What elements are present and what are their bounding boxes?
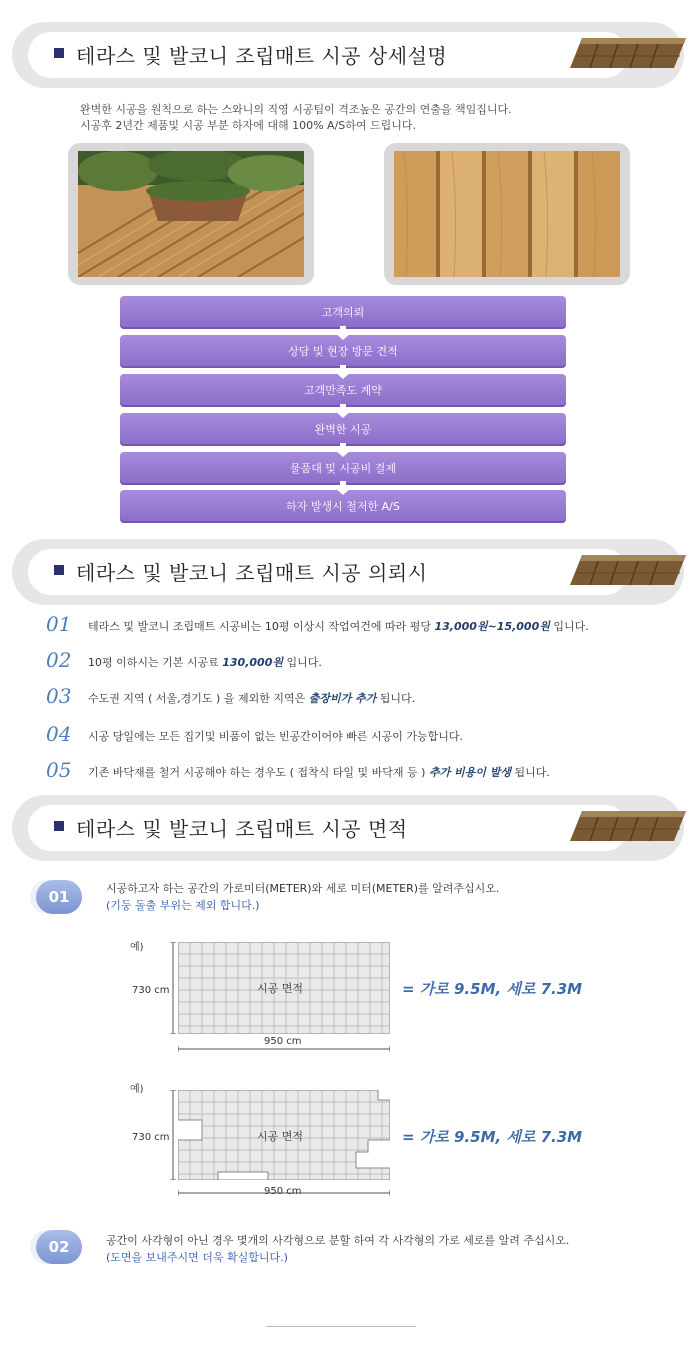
construction-area-label: 시공 면적 bbox=[257, 982, 304, 995]
down-arrow-icon bbox=[334, 404, 352, 418]
condition-number: 02 bbox=[46, 648, 72, 672]
example-label: 예) bbox=[130, 1084, 144, 1095]
area-result: = 가로 9.5M, 세로 7.3M bbox=[402, 1128, 583, 1146]
condition-number: 05 bbox=[46, 758, 72, 782]
section-header-area bbox=[12, 795, 684, 861]
down-arrow-icon bbox=[334, 481, 352, 495]
condition-number: 01 bbox=[46, 612, 72, 636]
height-dimension-line bbox=[170, 1090, 176, 1180]
section-title: 테라스 및 발코니 조립매트 시공 의뢰시 bbox=[76, 561, 428, 585]
deck-closeup-photo-frame bbox=[384, 143, 630, 285]
width-label: 950 cm bbox=[264, 1186, 302, 1197]
down-arrow-icon bbox=[334, 365, 352, 379]
process-step-construction: 완벽한 시공 bbox=[120, 413, 566, 446]
wood-deck-tile-icon bbox=[568, 36, 688, 70]
terrace-deck-photo bbox=[78, 151, 304, 277]
square-bullet-icon bbox=[54, 48, 64, 58]
step-badge: 02 bbox=[36, 1230, 82, 1264]
section-title: 테라스 및 발코니 조립매트 시공 상세설명 bbox=[76, 44, 448, 68]
process-step-after-service: 하자 발생시 철저한 A/S bbox=[120, 490, 566, 523]
down-arrow-icon bbox=[334, 326, 352, 340]
area-instruction: 시공하고자 하는 공간의 가로미터(METER)와 세로 미터(METER)를 알려주십시오. (기둥 돌출 부위는 제외 합니다.) bbox=[106, 882, 500, 912]
example-label: 예) bbox=[130, 942, 144, 953]
section-header-details bbox=[12, 22, 684, 88]
width-label: 950 cm bbox=[264, 1036, 302, 1047]
square-bullet-icon bbox=[54, 565, 64, 575]
condition-number: 04 bbox=[46, 722, 72, 746]
square-bullet-icon bbox=[54, 821, 64, 831]
area-instruction: 공간이 사각형이 아닌 경우 몇개의 사각형으로 분할 하여 각 사각형의 가로 세로를 알려 주십시오. (도면을 보내주시면 더욱 확실합니다.) bbox=[106, 1234, 570, 1264]
process-step-contract: 고객만족도 계약 bbox=[120, 374, 566, 407]
step-badge: 01 bbox=[36, 880, 82, 914]
process-step-request: 고객의뢰 bbox=[120, 296, 566, 329]
height-label: 730 cm bbox=[132, 1132, 170, 1143]
area-result: = 가로 9.5M, 세로 7.3M bbox=[402, 980, 583, 998]
section-header-request bbox=[12, 539, 684, 605]
down-arrow-icon bbox=[334, 443, 352, 457]
wood-deck-tile-icon bbox=[568, 553, 688, 587]
deck-closeup-photo bbox=[394, 151, 620, 277]
process-step-payment: 물품대 및 시공비 결제 bbox=[120, 452, 566, 485]
intro-text: 완벽한 시공을 원칙으로 하는 스와니의 직영 시공팀이 격조높은 공간의 연출을 책임집니다. 시공후 2년간 제품및 시공 부분 하자에 대해 100% A/S하여 드립니다. bbox=[80, 103, 512, 132]
terrace-photo-frame bbox=[68, 143, 314, 285]
condition-number: 03 bbox=[46, 684, 72, 708]
divider bbox=[266, 1326, 416, 1327]
section-title: 테라스 및 발코니 조립매트 시공 면적 bbox=[76, 817, 408, 841]
wood-deck-tile-icon bbox=[568, 809, 688, 843]
height-dimension-line bbox=[170, 942, 176, 1034]
construction-area-label: 시공 면적 bbox=[257, 1130, 304, 1143]
height-label: 730 cm bbox=[132, 985, 170, 996]
process-step-consultation: 상담 및 현장 방문 견적 bbox=[120, 335, 566, 368]
